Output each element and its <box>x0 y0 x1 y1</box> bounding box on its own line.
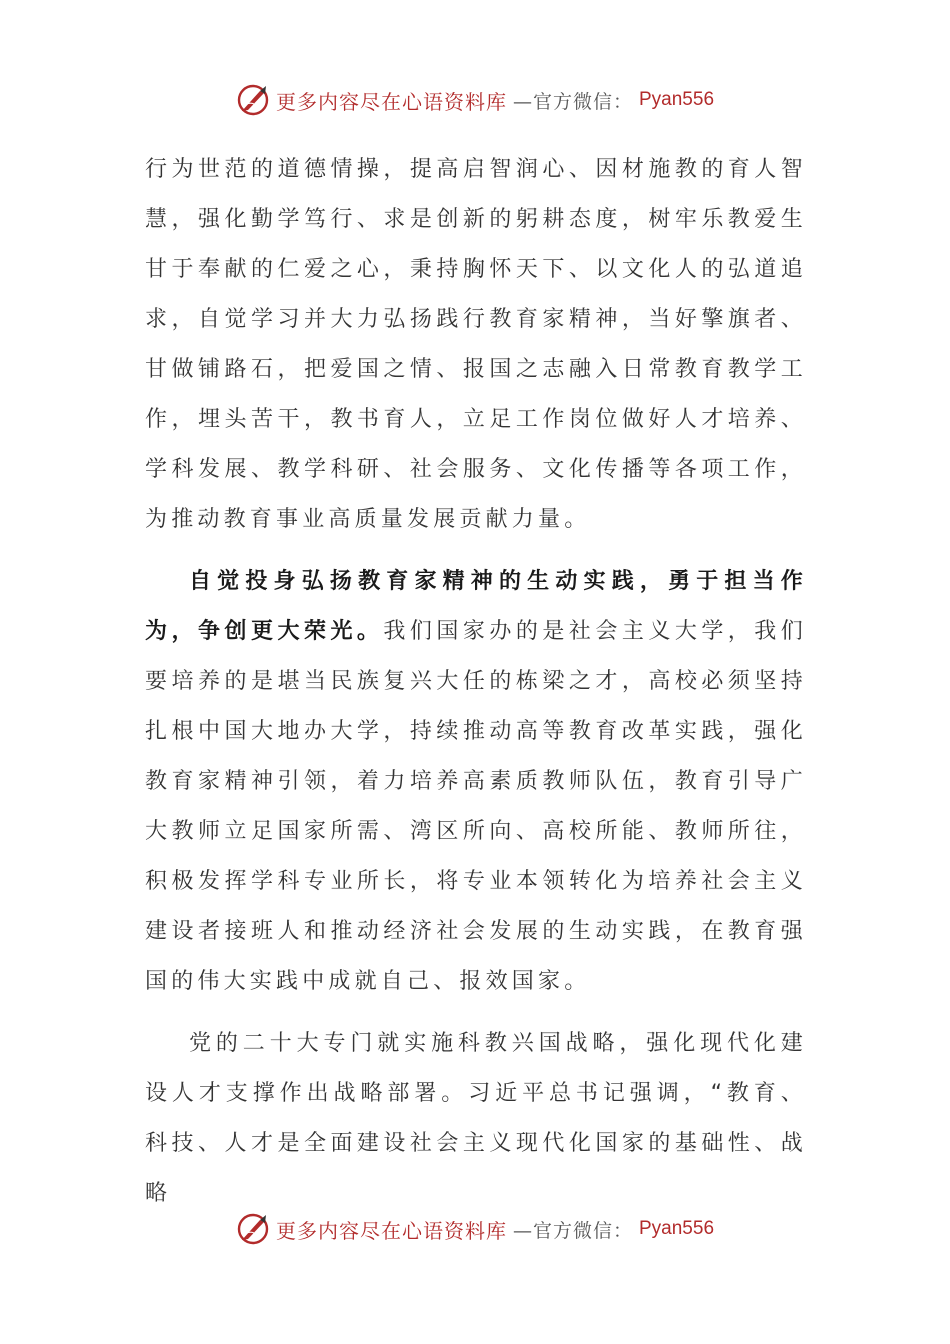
header-wechat-handle: Pyan556 <box>639 89 715 110</box>
header-banner <box>0 80 950 120</box>
paragraph-2 <box>145 557 807 1007</box>
footer-wechat-handle: Pyan556 <box>639 1218 715 1239</box>
paragraph-3: 党的二十大专门就实施科教兴国战略，强化现代化建设人才支撑作出战略部署。习近平总书记强调，“教育、科技、人才是全面建设社会主义现代化国家的基础性、战略 <box>145 1031 807 1206</box>
document-body <box>145 145 807 1219</box>
footer-main-text: 更多内容尽在心语资料库 <box>275 1218 507 1243</box>
footer-sub-text: —官方微信： <box>512 1219 633 1242</box>
paragraph-2-bold-lead: 自觉投身弘扬教育家精神的生动实践，勇于担当作为，争创更大荣光。 <box>145 569 807 644</box>
header-main-text: 更多内容尽在心语资料库 <box>275 89 507 114</box>
quill-logo-icon <box>236 1212 270 1246</box>
footer-banner <box>0 1209 950 1249</box>
header-sub-text: —官方微信： <box>512 90 633 113</box>
quill-logo-icon <box>236 83 270 117</box>
paragraph-1: 行为世范的道德情操，提高启智润心、因材施教的育人智慧，强化勤学笃行、求是创新的躬耕态度，树牢乐教爱生甘于奉献的仁爱之心，秉持胸怀天下、以文化人的弘道追求，自觉学习并大力弘扬践行教育家精神，当好擎旗者、甘做铺路石，把爱国之情、报国之志融入日常教育教学工作，埋头苦干，教书育人，立足工作岗位做好人才培养、学科发展、教学科研、社会服务、文化传播等各项工作，为推动教育事业高质量发展贡献力量。 <box>145 157 807 532</box>
paragraph-2-text: 我们国家办的是社会主义大学，我们要培养的是堪当民族复兴大任的栋梁之才，高校必须坚持扎根中国大地办大学，持续推动高等教育改革实践，强化教育家精神引领，着力培养高素质教师队伍，教育引导广大教师立足国家所需、湾区所向、高校所能、教师所往，积极发挥学科专业所长，将专业本领转化为培养社会主义建设者接班人和推动经济社会发展的生动实践，在教育强国的伟大实践中成就自己、报效国家。 <box>145 619 807 994</box>
